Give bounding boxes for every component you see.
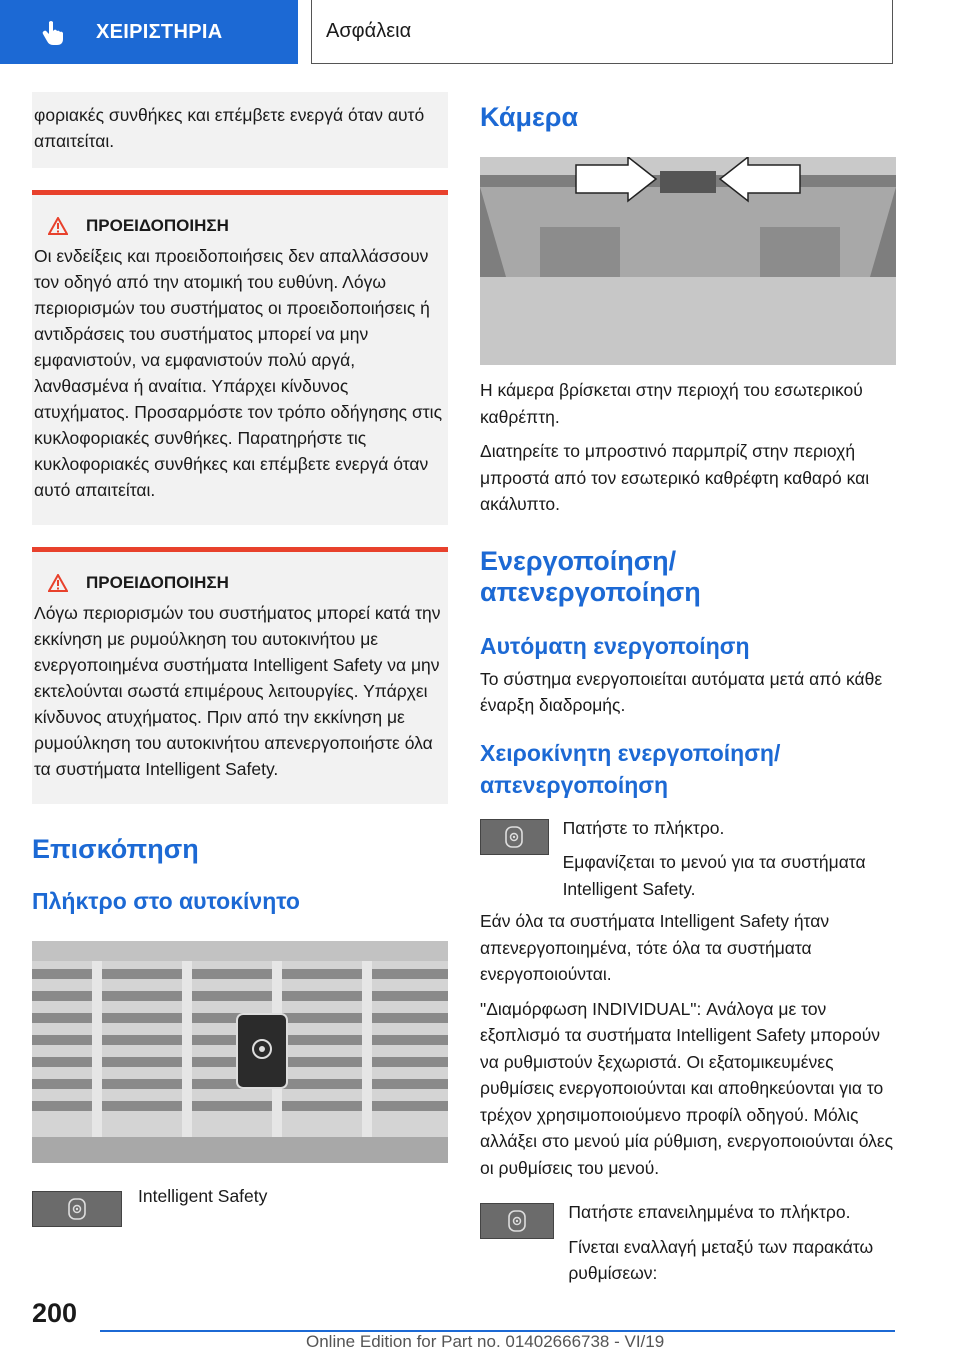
warning-triangle-icon — [48, 574, 68, 592]
warning-triangle-icon — [48, 217, 68, 235]
edition-text: Online Edition for Part no. 01402666738 - VI/19 — [306, 1332, 665, 1351]
hand-pointer-icon — [40, 18, 68, 46]
press-row — [480, 815, 896, 903]
intelligent-safety-icon — [505, 826, 523, 848]
manual-tab-label: ΧΕΙΡΙΣΤΗΡΙΑ — [96, 20, 223, 43]
manual-tab[interactable] — [0, 0, 298, 64]
warning-header-1 — [34, 213, 446, 239]
warning-body-2: Λόγω περιορισμών του συστήματος μπορεί κατά την εκκίνηση με ρυμούλκηση του αυτοκινήτου με ενεργοποιημένα συστήματα Intelligent Safety να μην εκτελούνται σωστά επιμέρους λειτουργίες. Υπάρχει κίνδυνος ατυχήματος. Πριν από την εκκίνηση με ρυμούλκηση του αυτοκινήτου απενεργοποιήστε όλα τα συστήματα Intelligent Safety. — [34, 603, 441, 779]
warning-box-2 — [32, 547, 448, 804]
warning-header-2 — [34, 570, 446, 596]
menu-text-line1 — [563, 849, 896, 902]
intelligent-safety-caption: Intelligent Safety — [138, 1186, 268, 1206]
page-number: 200 — [32, 1298, 78, 1328]
button-heading: Πλήκτρο στο αυτοκίνητο — [32, 888, 300, 914]
warning-box-1 — [32, 190, 448, 525]
camera-text-2: Διατηρείτε το μπροστινό παρμπρίζ στην περιοχή μπροστά από τον εσωτερικό καθρέφτη καθαρό και ακάλυπτο. — [480, 441, 870, 514]
intelligent-safety-row — [32, 1183, 448, 1227]
camera-heading: Κάμερα — [480, 102, 579, 132]
auto-text: Το σύστημα ενεργοποιείται αυτόματα μετά από κάθε έναρξη διαδρομής. — [480, 668, 883, 715]
menu-text: Εμφανίζεται το μενού για τα συστήματα Intelligent Safety. — [562, 852, 866, 899]
onoff-heading: Ενεργοποίηση/απενεργοποίηση — [480, 545, 701, 607]
windshield-illustration — [480, 157, 896, 365]
grille-photo — [32, 941, 448, 1163]
press-text: Πατήστε το πλήκτρο. — [562, 817, 725, 838]
grille-illustration — [32, 941, 448, 1163]
right-column — [480, 92, 896, 1287]
overview-heading: Επισκόπηση — [32, 834, 199, 864]
intro-text: φοριακές συνθήκες και επέμβετε ενεργά όταν αυτό απαιτείται. — [34, 105, 425, 151]
press-again-row — [480, 1199, 896, 1287]
manual-heading: Χειροκίνητη ενεργοποίηση/ απενεργοποίηση — [480, 739, 781, 798]
intro-box — [32, 92, 448, 168]
press-again-text: Πατήστε επανειλημμένα το πλήκτρο. — [568, 1202, 851, 1222]
camera-photo — [480, 157, 896, 365]
warning-body-1: Οι ενδείξεις και προειδοποιήσεις δεν απαλλάσσουν τον οδηγό από την ατομική του ευθύνη. Λόγω περιορισμών του συστήματος οι προειδοποιήσεις ή αντιδράσεις του συστήματος μπορεί να μην εμφανιστούν, να εμφανιστούν πολύ αργά, λανθασμένα ή αναίτια. Υπάρχει κίνδυνος ατυχήματος. Προσαρμόστε τον τρόπο οδήγησης στις κυκλοφοριακές συνθήκες. Παρατηρήστε τις κυκλοφοριακές συνθήκες και επέμβετε ενεργά όταν αυτό απαιτείται. — [34, 246, 443, 500]
left-column — [32, 92, 448, 1227]
intelligent-safety-icon — [508, 1210, 526, 1232]
section-tab-label: Ασφάλεια — [326, 20, 412, 42]
intelligent-safety-icon — [68, 1198, 86, 1220]
warning-title-2: ΠΡΟΕΙΔΟΠΟΙΗΣΗ — [86, 573, 229, 592]
toggle-text: Γίνεται εναλλαγή μεταξύ των παρακάτω ρυθμίσεων: — [568, 1236, 874, 1283]
warning-title-1: ΠΡΟΕΙΔΟΠΟΙΗΣΗ — [86, 216, 229, 235]
if-off-text: Εάν όλα τα συστήματα Intelligent Safety ήταν απενεργοποιημένα, τότε όλα τα συστήματα ενεργοποιούνται. — [480, 911, 830, 984]
individual-text: "Διαμόρφωση INDIVIDUAL": Ανάλογα με τον εξοπλισμό τα συστήματα Intelligent Safety μπορούν να ρυθμιστούν ξεχωριστά. Οι εξατομικευμένες ρυθμίσεις ενεργοποιούνται και αποθηκεύονται για το τρέχον χρησιμοποιούμενο προφίλ οδηγού. Μόλις αλλάξει στο μενού μία ρύθμιση, ενεργοποιούνται όλες οι ρυθμίσεις του μενού. — [480, 998, 894, 1178]
section-tab[interactable] — [311, 0, 893, 64]
intelligent-safety-button[interactable] — [32, 1191, 122, 1227]
camera-text-1: Η κάμερα βρίσκεται στην περιοχή του εσωτερικού καθρέπτη. — [480, 380, 863, 427]
auto-heading: Αυτόματη ενεργοποίηση — [480, 632, 750, 659]
